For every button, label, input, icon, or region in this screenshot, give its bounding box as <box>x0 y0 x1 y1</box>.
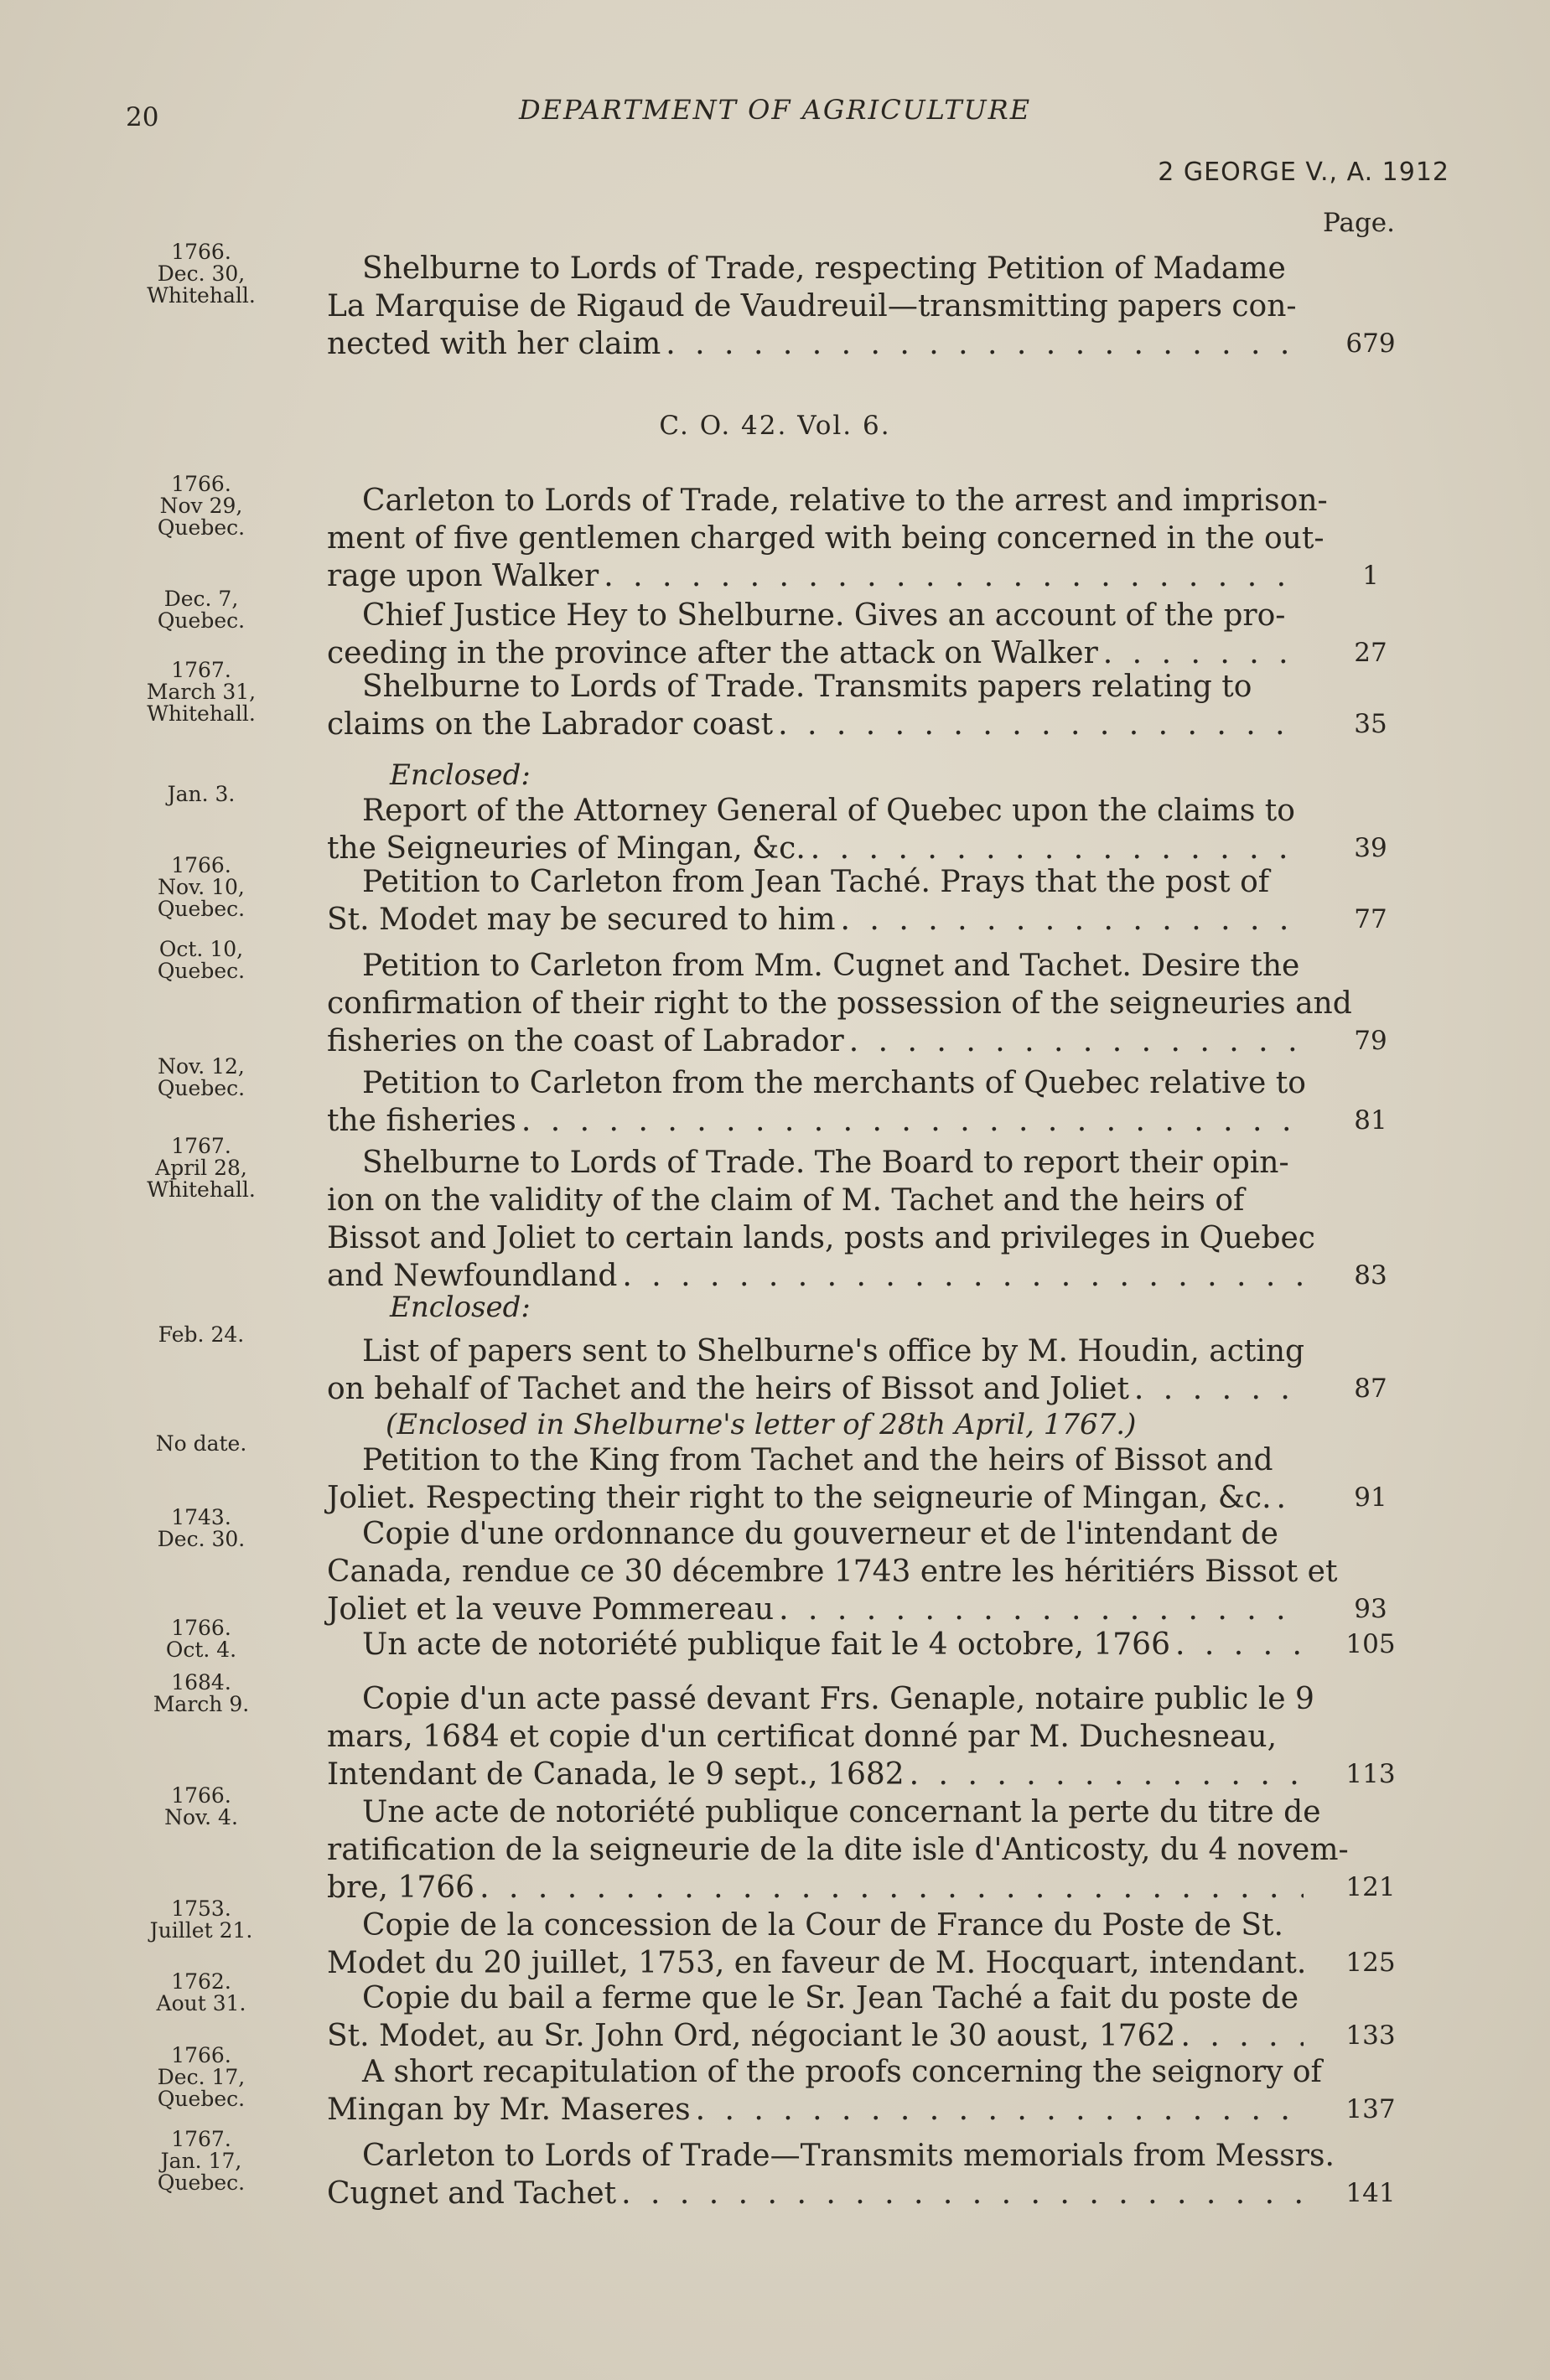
session-label: 2 GEORGE V., A. 1912 <box>1158 158 1449 187</box>
entry-text-line: Joliet et la veuve Pommereau <box>327 1592 775 1627</box>
entry-page-number: 93 <box>1354 1594 1387 1624</box>
leader-dots <box>622 1257 1304 1295</box>
entry-date-line: Juillet 21. <box>149 1918 253 1943</box>
enclosed-note: (Enclosed in Shelburne's letter of 28th April, 1767.) <box>386 1408 1137 1441</box>
entry-text-line: ment of five gentlemen charged with being concerned in the out- <box>327 521 1324 556</box>
leader-dots <box>779 1591 1304 1628</box>
entry-text-line: mars, 1684 et copie d'un certificat donné par M. Duchesneau, <box>327 1720 1278 1754</box>
entry-text-line: nected with her claim <box>327 327 661 361</box>
entry-last-line <box>327 830 1304 867</box>
entry-date <box>126 473 277 539</box>
entry-text-line: Carleton to Lords of Trade—Transmits memorials from Messrs. <box>362 2139 1335 2173</box>
entry-text-line: Copie d'une ordonnance du gouverneur et de l'intendant de <box>362 1517 1278 1551</box>
entry-page-number: 1 <box>1362 561 1379 591</box>
entry-date-line: 1766. <box>171 240 231 264</box>
entry-date-line: Quebec. <box>157 1076 246 1100</box>
page-column-label: Page. <box>1323 208 1395 238</box>
entry-text-line: fisheries on the coast of Labrador <box>327 1024 844 1058</box>
entry-description <box>327 1144 1315 1295</box>
entry-page-number: 133 <box>1345 2020 1396 2051</box>
entry-date-line: 1766. <box>171 853 231 877</box>
entry-page-number: 79 <box>1354 1026 1387 1056</box>
leader-dots <box>849 1022 1304 1060</box>
entry-date <box>126 660 277 725</box>
section-heading: C. O. 42. Vol. 6. <box>659 411 891 441</box>
entry-description <box>327 2053 1322 2129</box>
entry-last-line <box>327 1591 1304 1628</box>
entry-date-line: Dec. 30. <box>157 1527 246 1551</box>
entry-date-line: Aout 31. <box>156 1991 246 2015</box>
leader-dots <box>521 1102 1304 1140</box>
entry-description <box>327 1793 1349 1907</box>
entry-description <box>327 668 1304 743</box>
entry-date-line: Nov. 10, <box>158 875 245 899</box>
entry-date-line: 1753. <box>171 1896 231 1921</box>
entry-page-number: 77 <box>1354 904 1387 934</box>
entry-text-line: Modet du 20 juillet, 1753, en faveur de M. Hocquart, intendant. <box>327 1946 1307 1980</box>
entry-description <box>327 1515 1338 1628</box>
entry-text-line: St. Modet may be secured to him <box>327 903 836 937</box>
entry-text-line: rage upon Walker <box>327 559 599 593</box>
entry-description <box>327 863 1304 939</box>
entry-date-line: No date. <box>155 1431 247 1456</box>
entry-date <box>126 1785 277 1829</box>
entry-page-number: 141 <box>1345 2178 1396 2208</box>
entry-description <box>327 1626 1304 1663</box>
entry-text-line: Canada, rendue ce 30 décembre 1743 entre les héritiérs Bissot et <box>327 1555 1338 1589</box>
entry-page-number: 113 <box>1345 1759 1396 1789</box>
entry-date-line: Nov. 4. <box>164 1805 238 1829</box>
entry-page-number: 83 <box>1354 1260 1387 1291</box>
entry-text-line: Shelburne to Lords of Trade. Transmits papers relating to <box>362 670 1252 704</box>
entry-last-line <box>327 1102 1304 1140</box>
entry-last-line <box>327 1756 1304 1793</box>
entry-date-line: Quebec. <box>157 897 246 921</box>
entry-text-line: Mingan by Mr. Maseres <box>327 2093 691 2127</box>
entry-text-line: claims on the Labrador coast <box>327 707 774 742</box>
entry-date-line: Nov 29, <box>159 494 243 518</box>
entry-last-line <box>327 706 1304 743</box>
entry-last-line <box>327 325 1304 363</box>
entry-description <box>327 250 1304 363</box>
entry-date-line: Jan. 3. <box>167 782 236 806</box>
entry-text-line: Petition to Carleton from Jean Taché. Prays that the post of <box>362 865 1270 899</box>
entry-last-line <box>327 2175 1304 2212</box>
entry-last-line <box>327 1944 1307 1982</box>
entry-description <box>327 1680 1314 1793</box>
entry-date-line: April 28, <box>155 1156 247 1180</box>
entry-date <box>126 2045 277 2110</box>
entry-last-line <box>327 1022 1304 1060</box>
entry-text-line: ion on the validity of the claim of M. Tachet and the heirs of <box>327 1183 1245 1218</box>
entry-text-line: Report of the Attorney General of Quebec upon the claims to <box>362 794 1295 828</box>
entry-page-number: 81 <box>1354 1105 1387 1136</box>
entry-date <box>126 1433 277 1455</box>
entry-last-line <box>327 1869 1304 1907</box>
page-number: 20 <box>126 102 159 132</box>
entry-text-line: Shelburne to Lords of Trade, respecting Petition of Madame <box>362 251 1286 286</box>
entry-date <box>126 588 277 632</box>
entry-text-line: and Newfoundland <box>327 1259 618 1293</box>
entry-last-line <box>327 2017 1304 2055</box>
entry-text-line: confirmation of their right to the possession of the seigneuries and <box>327 986 1352 1021</box>
entry-text-line: Une acte de notoriété publique concernant la perte du titre de <box>362 1795 1321 1829</box>
entry-text-line: Bissot and Joliet to certain lands, posts and privileges in Quebec <box>327 1221 1315 1255</box>
entry-date-line: Feb. 24. <box>158 1322 245 1347</box>
entry-text-line: the Seigneuries of Mingan, &c. <box>327 831 806 866</box>
entry-date <box>126 1672 277 1715</box>
entry-text-line: List of papers sent to Shelburne's office by M. Houdin, acting <box>362 1334 1305 1368</box>
entry-date-line: 1767. <box>171 658 231 682</box>
entry-text-line: ceeding in the province after the attack on Walker <box>327 636 1098 670</box>
entry-date-line: Quebec. <box>157 959 246 983</box>
entry-page-number: 87 <box>1354 1374 1387 1404</box>
entry-page-number: 137 <box>1345 2094 1396 2124</box>
entry-last-line <box>327 1370 1304 1408</box>
entry-text-line: Petition to the King from Tachet and the heirs of Bissot and <box>362 1443 1273 1477</box>
entry-text-line: Cugnet and Tachet <box>327 2176 617 2211</box>
leader-dots <box>811 830 1304 867</box>
entry-date-line: Quebec. <box>157 608 246 633</box>
entry-last-line <box>327 901 1304 939</box>
entry-last-line <box>327 2091 1304 2129</box>
leader-dots <box>604 557 1304 595</box>
entry-date <box>126 1617 277 1661</box>
entry-text-line: bre, 1766 <box>327 1870 475 1905</box>
entry-date <box>126 2129 277 2194</box>
entry-page-number: 35 <box>1354 709 1387 739</box>
entry-date <box>126 1056 277 1099</box>
entry-date-line: Quebec. <box>157 515 246 540</box>
entry-date-line: 1743. <box>171 1505 231 1529</box>
entry-text-line: the fisheries <box>327 1104 516 1138</box>
entry-date <box>126 855 277 920</box>
entry-date-line: 1762. <box>171 1969 231 1994</box>
entry-text-line: on behalf of Tachet and the heirs of Bissot and Joliet <box>327 1372 1129 1406</box>
entry-last-line <box>327 557 1304 595</box>
entry-date-line: 1766. <box>171 1616 231 1640</box>
entry-text-line: Copie du bail a ferme que le Sr. Jean Taché a fait du poste de <box>362 1981 1299 2015</box>
entry-date-line: 1766. <box>171 472 231 496</box>
entry-description <box>327 1979 1304 2055</box>
entry-date-line: Dec. 17, <box>157 2065 246 2089</box>
entry-date-line: 1766. <box>171 2043 231 2067</box>
entry-date-line: 1767. <box>171 1134 231 1158</box>
leader-dots <box>1277 1479 1304 1517</box>
leader-dots <box>696 2091 1304 2129</box>
entry-date-line: 1684. <box>171 1670 231 1694</box>
leader-dots <box>1175 1626 1304 1663</box>
entry-date-line: Quebec. <box>157 2170 246 2195</box>
entry-date <box>126 939 277 982</box>
entry-page-number: 121 <box>1345 1872 1396 1902</box>
entry-date <box>126 1971 277 2015</box>
entry-text-line: Petition to Carleton from the merchants of Quebec relative to <box>362 1066 1306 1100</box>
entry-text-line: Chief Justice Hey to Shelburne. Gives an account of the pro- <box>362 598 1286 633</box>
leader-dots <box>621 2175 1304 2212</box>
enclosed-label-2: Enclosed: <box>390 1291 531 1324</box>
entry-date-line: Quebec. <box>157 2087 246 2111</box>
entry-date-line: Oct. 10, <box>158 937 244 961</box>
entry-description <box>327 947 1352 1060</box>
entry-last-line <box>327 1626 1304 1663</box>
entry-text-line: Copie d'un acte passé devant Frs. Genaple, notaire public le 9 <box>362 1682 1314 1716</box>
entry-text-line: Shelburne to Lords of Trade. The Board to report their opin- <box>362 1146 1289 1180</box>
entry-page-number: 27 <box>1354 638 1387 668</box>
entry-description <box>327 482 1328 595</box>
entry-text-line: Un acte de notoriété publique fait le 4 octobre, 1766 <box>362 1627 1170 1662</box>
entry-text-line: Joliet. Respecting their right to the seigneurie of Mingan, &c. <box>327 1481 1272 1515</box>
entry-last-line <box>327 634 1304 672</box>
entry-date-line: Whitehall. <box>147 701 256 726</box>
entry-description <box>327 1907 1307 1982</box>
entry-date <box>126 1136 277 1201</box>
leader-dots <box>1180 2017 1304 2055</box>
entry-text-line: La Marquise de Rigaud de Vaudreuil—transmitting papers con- <box>327 289 1297 323</box>
leader-dots <box>1103 634 1304 672</box>
entry-text-line: ratification de la seigneurie de la dite isle d'Anticosty, du 4 novem- <box>327 1833 1349 1867</box>
entry-date-line: Nov. 12, <box>158 1054 245 1079</box>
entry-description <box>327 1332 1304 1408</box>
entry-date-line: Dec. 30, <box>157 261 246 286</box>
entry-date-line: Whitehall. <box>147 283 256 308</box>
entry-last-line <box>327 1257 1304 1295</box>
leader-dots <box>666 325 1304 363</box>
entry-description <box>327 2137 1335 2212</box>
entry-date-line: Dec. 7, <box>163 587 239 611</box>
leader-dots <box>1134 1370 1304 1408</box>
entry-date-line: March 9. <box>153 1692 250 1716</box>
entry-date <box>126 1898 277 1942</box>
entry-last-line <box>327 1479 1304 1517</box>
entry-date <box>126 784 277 805</box>
entry-text-line: Petition to Carleton from Mm. Cugnet and Tachet. Desire the <box>362 949 1300 983</box>
entry-text-line: A short recapitulation of the proofs concerning the seignory of <box>362 2055 1322 2089</box>
entry-date <box>126 241 277 307</box>
entry-date <box>126 1324 277 1346</box>
entry-date-line: Whitehall. <box>147 1177 256 1202</box>
entry-description <box>327 1441 1304 1517</box>
entry-date-line: Oct. 4. <box>165 1638 237 1662</box>
entry-text-line: St. Modet, au Sr. John Ord, négociant le 30 aoust, 1762 <box>327 2019 1176 2053</box>
entry-page-number: 91 <box>1354 1482 1387 1513</box>
leader-dots <box>841 901 1304 939</box>
entry-date-line: 1767. <box>171 2127 231 2151</box>
entry-date-line: March 31, <box>146 680 257 704</box>
entry-text-line: Carleton to Lords of Trade, relative to the arrest and imprison- <box>362 484 1328 518</box>
entry-page-number: 39 <box>1354 833 1387 863</box>
enclosed-label-1: Enclosed: <box>390 758 531 792</box>
leader-dots <box>910 1756 1304 1793</box>
entry-description <box>327 597 1304 672</box>
entry-page-number: 105 <box>1345 1629 1396 1659</box>
entry-text-line: Intendant de Canada, le 9 sept., 1682 <box>327 1757 905 1792</box>
entry-text-line: Copie de la concession de la Cour de France du Poste de St. <box>362 1908 1283 1943</box>
entry-date-line: Jan. 17, <box>160 2149 242 2173</box>
entry-description <box>327 1064 1304 1140</box>
entry-date <box>126 1507 277 1550</box>
running-title: DEPARTMENT OF AGRICULTURE <box>518 94 1032 126</box>
entry-date-line: 1766. <box>171 1783 231 1808</box>
entry-page-number: 679 <box>1345 329 1396 359</box>
leader-dots <box>778 706 1304 743</box>
leader-dots <box>480 1869 1304 1907</box>
entry-description <box>327 792 1304 867</box>
entry-page-number: 125 <box>1345 1948 1396 1978</box>
